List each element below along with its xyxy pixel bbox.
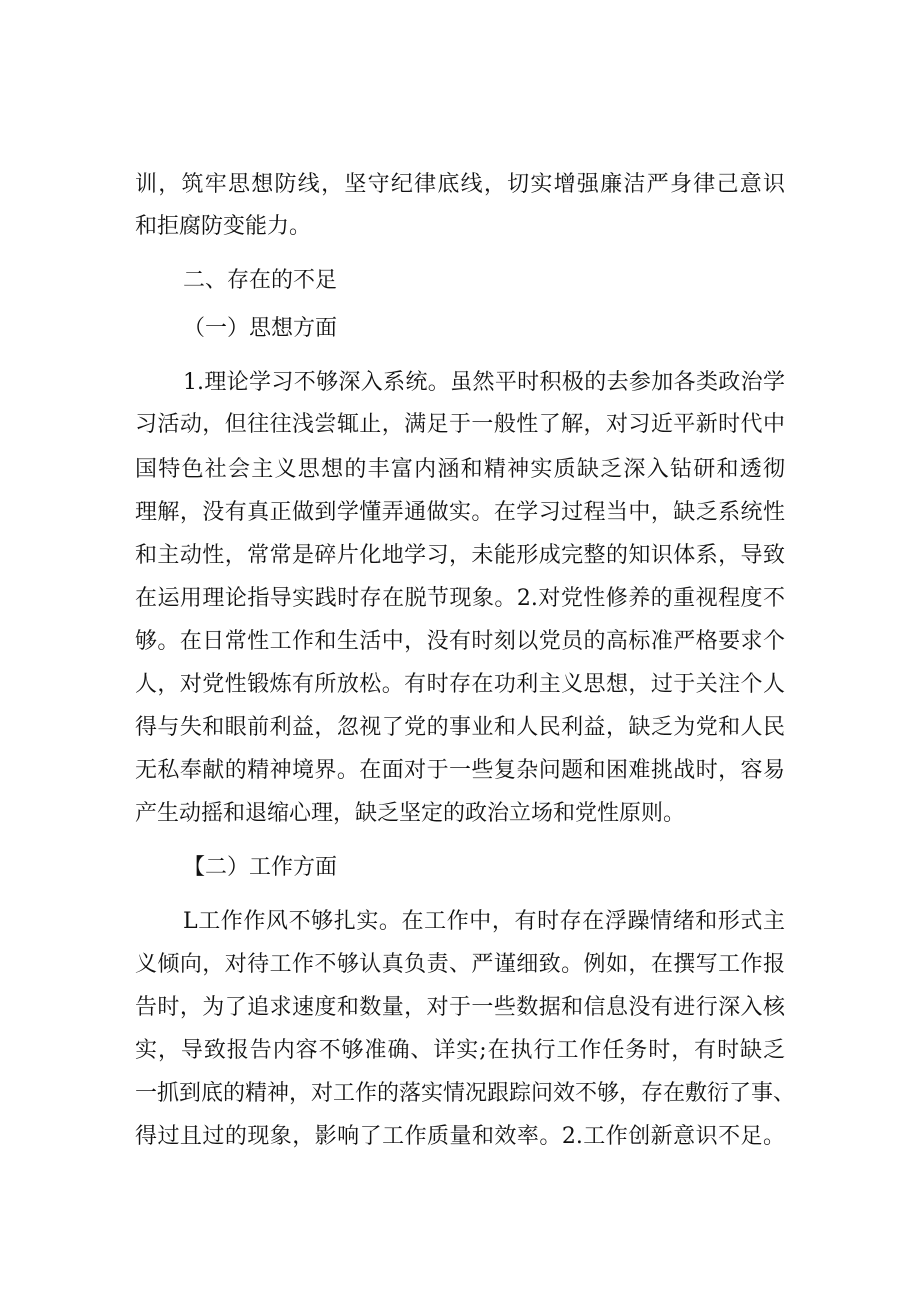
section-heading: 二、存在的不足 [183, 268, 338, 293]
subsection-heading: （一）思想方面 [183, 316, 338, 341]
paragraph-line: 实，导致报告内容不够准确、详实;在执行工作任务时，有时缺乏 [135, 1038, 785, 1063]
paragraph-line: 得与失和眼前利益，忽视了党的事业和人民利益，缺乏为党和人民 [135, 715, 785, 740]
paragraph-line: 告时，为了追求速度和数量，对于一些数据和信息没有进行深入核 [135, 995, 785, 1020]
paragraph-line: 得过且过的现象，影响了工作质量和效率。2.工作创新意识不足。 [135, 1124, 785, 1149]
paragraph-line: 和拒腐防变能力。 [135, 214, 312, 239]
paragraph-line: 和主动性，常常是碎片化地学习，未能形成完整的知识体系，导致 [135, 543, 785, 568]
paragraph-line: L工作作风不够扎实。在工作中，有时存在浮躁情绪和形式主 [183, 909, 785, 934]
paragraph-line: 产生动摇和退缩心理，缺乏坚定的政治立场和党性原则。 [135, 801, 686, 826]
paragraph-line: 够。在日常性工作和生活中，没有时刻以党员的高标准严格要求个 [135, 629, 785, 654]
paragraph-line: 理解，没有真正做到学懂弄通做实。在学习过程当中，缺乏系统性 [135, 500, 785, 525]
subsection-heading: 【二）工作方面 [183, 855, 338, 880]
paragraph-line: 在运用理论指导实践时存在脱节现象。2.对党性修养的重视程度不 [135, 586, 785, 611]
paragraph-line: 习活动，但往往浅尝辄止，满足于一般性了解，对习近平新时代中 [135, 412, 785, 437]
paragraph-line: 一抓到底的精神，对工作的落实情况跟踪问效不够，存在敷衍了事、 [135, 1081, 796, 1106]
paragraph-line: 训，筑牢思想防线，坚守纪律底线，切实增强廉洁严身律己意识 [135, 172, 785, 197]
paragraph-line: 国特色社会主义思想的丰富内涵和精神实质缺乏深入钻研和透彻 [135, 457, 785, 482]
paragraph-line: 无私奉献的精神境界。在面对于一些复杂问题和困难挑战时，容易 [135, 758, 785, 783]
paragraph-line: 1.理论学习不够深入系统。虽然平时积极的去参加各类政治学 [183, 370, 785, 395]
paragraph-line: 人，对党性锻炼有所放松。有时存在功利主义思想，过于关注个人 [135, 672, 785, 697]
paragraph-line: 义倾向，对待工作不够认真负责、严谨细致。例如，在撰写工作报 [135, 952, 785, 977]
